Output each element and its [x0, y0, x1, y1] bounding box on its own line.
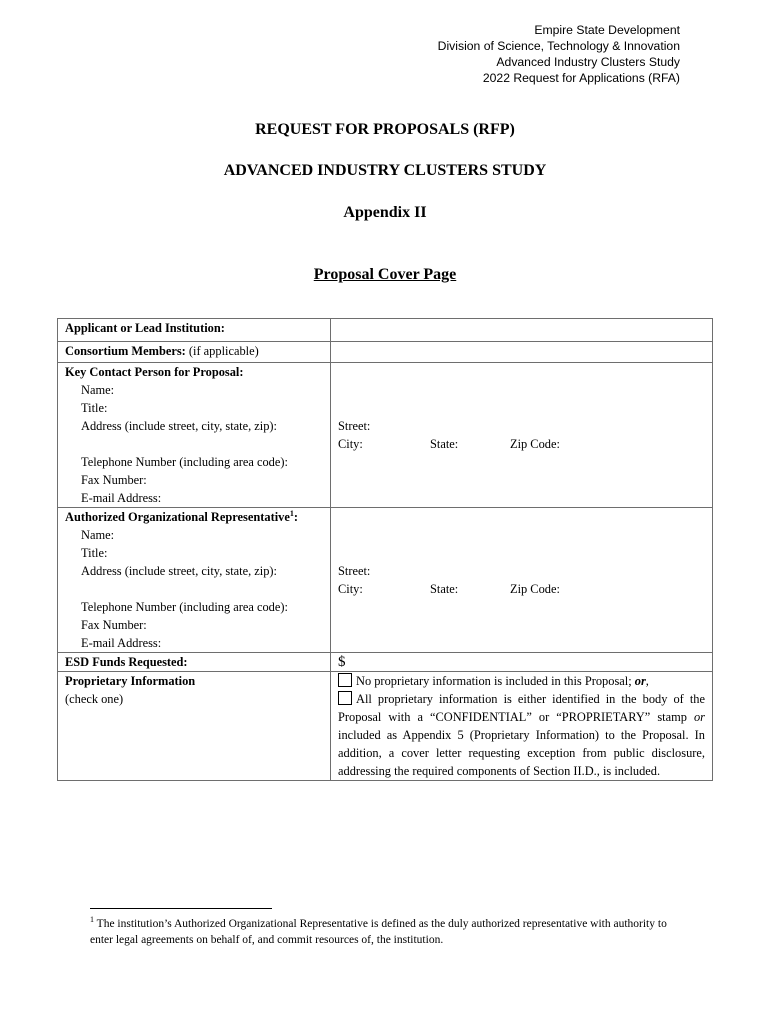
- rfp-title: REQUEST FOR PROPOSALS (RFP): [255, 121, 515, 138]
- authorized-rep-heading: [65, 508, 323, 526]
- authorized-rep-heading-text: Authorized Organizational Representative: [65, 510, 290, 524]
- key-contact-name-label: Name:: [81, 383, 115, 397]
- key-contact-fields[interactable]: [331, 363, 713, 508]
- footnote-text: The institution’s Authorized Organizational Representative is defined as the duly authorized representative with authority to enter legal agreements on behalf of, and commit resources of, the institution.: [90, 918, 667, 946]
- authorized-rep-name-label: Name:: [81, 528, 115, 542]
- applicant-label: Applicant or Lead Institution:: [58, 319, 331, 342]
- key-contact-email-label: E-mail Address:: [81, 491, 162, 505]
- footnote-number: 1: [90, 915, 94, 925]
- document-header: [438, 22, 680, 86]
- proprietary-identified-checkbox[interactable]: [338, 691, 352, 705]
- consortium-label-cell: [58, 342, 331, 363]
- key-contact-street-label: Street:: [338, 419, 371, 433]
- applicant-row: [58, 319, 713, 342]
- consortium-row: [58, 342, 713, 363]
- cover-page-form: [57, 318, 713, 781]
- authorized-rep-address-label: Address (include street, city, state, zip):: [81, 564, 278, 578]
- proprietary-option-none: [338, 672, 705, 690]
- footnote-divider: [90, 908, 272, 909]
- consortium-field[interactable]: [331, 342, 713, 363]
- key-contact-state-label: State:: [430, 437, 459, 451]
- applicant-field[interactable]: [331, 319, 713, 342]
- key-contact-zip-label: Zip Code:: [510, 437, 560, 451]
- authorized-rep-colon: :: [293, 510, 298, 524]
- option-none-text: No proprietary information is included in this Proposal;: [356, 674, 635, 688]
- authorized-rep-city-state-zip: [338, 580, 705, 598]
- proprietary-sublabel: (check one): [65, 692, 124, 706]
- key-contact-labels: [58, 363, 331, 508]
- authorized-rep-title-label: Title:: [81, 546, 108, 560]
- study-title: ADVANCED INDUSTRY CLUSTERS STUDY: [223, 162, 547, 179]
- key-contact-heading: Key Contact Person for Proposal:: [65, 365, 244, 379]
- option-identified-or: or: [693, 710, 705, 724]
- authorized-rep-state-label: State:: [430, 582, 459, 596]
- authorized-rep-street-label: Street:: [338, 564, 371, 578]
- authorized-rep-telephone-label: Telephone Number (including area code):: [81, 600, 288, 614]
- footnote: [90, 916, 680, 948]
- appendix-title: Appendix II: [343, 204, 427, 221]
- proprietary-options: [331, 672, 713, 781]
- funds-field[interactable]: $: [331, 653, 713, 672]
- key-contact-title-label: Title:: [81, 401, 108, 415]
- option-none-or: or: [634, 674, 646, 688]
- proprietary-row: [58, 672, 713, 781]
- header-division: Division of Science, Technology & Innovation: [437, 39, 680, 53]
- key-contact-city-label: City:: [338, 437, 363, 451]
- header-study: Advanced Industry Clusters Study: [496, 55, 680, 69]
- funds-label: ESD Funds Requested:: [58, 653, 331, 672]
- no-proprietary-checkbox[interactable]: [338, 673, 352, 687]
- proprietary-option-identified: [338, 690, 705, 780]
- authorized-rep-zip-label: Zip Code:: [510, 582, 560, 596]
- option-none-comma: ,: [645, 674, 649, 688]
- consortium-note: (if applicable): [185, 344, 259, 358]
- authorized-rep-email-label: E-mail Address:: [81, 636, 162, 650]
- key-contact-city-state-zip: [338, 435, 705, 453]
- funds-row: [58, 653, 713, 672]
- option-identified-text-a: All proprietary information is either identified in the body of the Proposal with a “CONFIDENTIAL” or “PROPRIETARY” stamp: [338, 692, 705, 724]
- authorized-rep-labels: [58, 508, 331, 653]
- footnote-mark: 1: [289, 508, 294, 518]
- authorized-rep-city-label: City:: [338, 582, 363, 596]
- authorized-rep-fax-label: Fax Number:: [81, 618, 147, 632]
- authorized-rep-fields[interactable]: [331, 508, 713, 653]
- key-contact-row: [58, 363, 713, 508]
- header-rfa: 2022 Request for Applications (RFA): [482, 71, 680, 85]
- option-identified-text-b: included as Appendix 5 (Proprietary Information) to the Proposal. In addition, a cover letter requesting exception from public disclosure, addressing the required components of Section II.D., is included.: [338, 728, 705, 778]
- key-contact-address-label: Address (include street, city, state, zip):: [81, 419, 278, 433]
- consortium-label: Consortium Members:: [65, 344, 186, 358]
- proprietary-labels: [58, 672, 331, 781]
- header-org: Empire State Development: [534, 23, 680, 37]
- key-contact-telephone-label: Telephone Number (including area code):: [81, 455, 288, 469]
- authorized-rep-row: [58, 508, 713, 653]
- proprietary-label: Proprietary Information: [65, 674, 196, 688]
- key-contact-fax-label: Fax Number:: [81, 473, 147, 487]
- cover-page-title: Proposal Cover Page: [313, 266, 457, 283]
